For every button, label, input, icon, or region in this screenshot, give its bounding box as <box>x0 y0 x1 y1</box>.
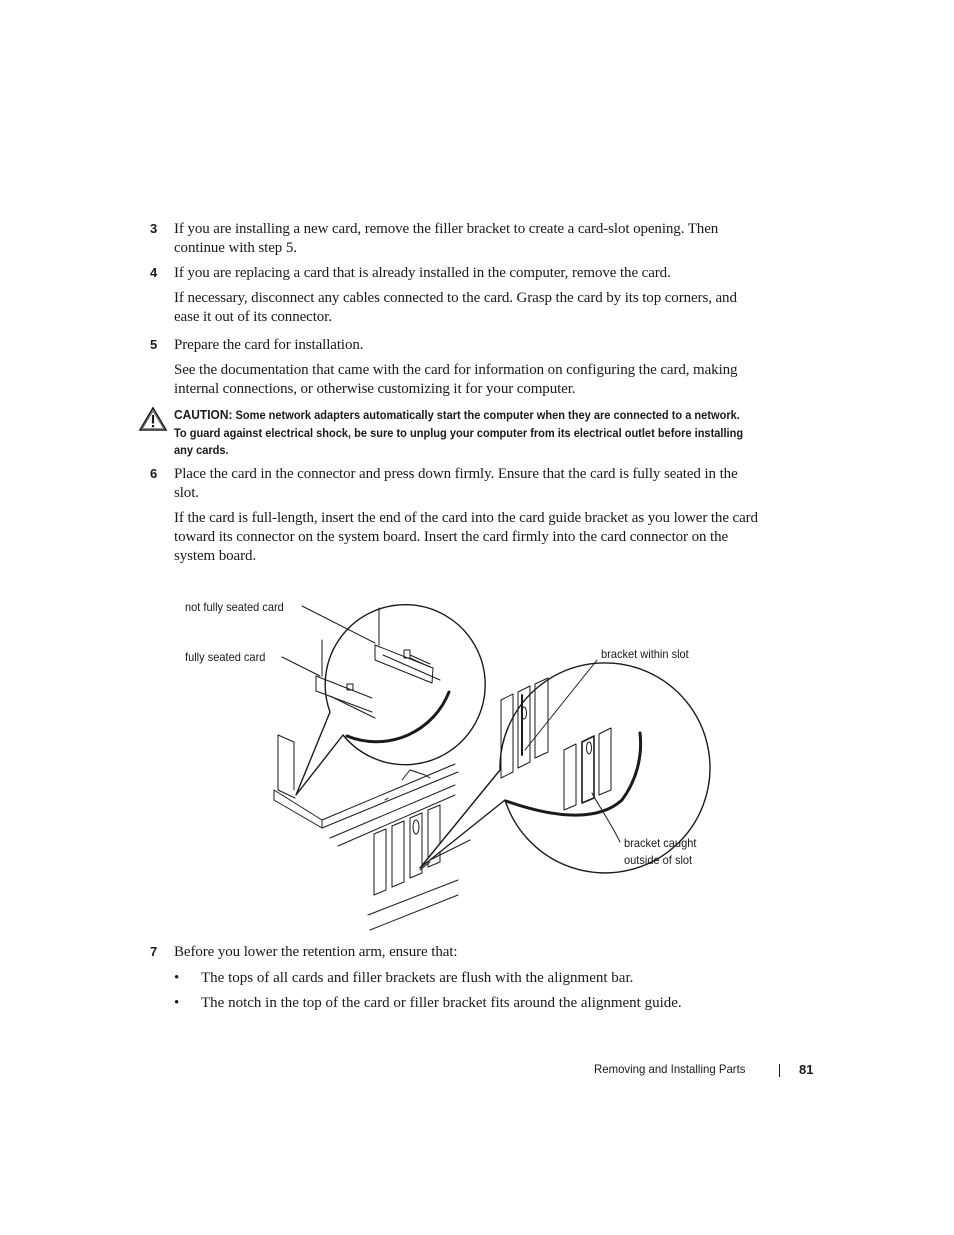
step-text: Place the card in the connector and press down firmly. Ensure that the card is fully seated in the slot. <box>174 466 738 501</box>
step-number: 7 <box>150 944 158 959</box>
list-item <box>174 994 764 1013</box>
magnifier-seated-cards <box>282 605 485 795</box>
step-text: If you are replacing a card that is already installed in the computer, remove the card. <box>174 265 671 281</box>
step-4-detail: If necessary, disconnect any cables connected to the card. Grasp the card by its top corners, and ease it out of its connector. <box>174 290 737 325</box>
list-item-text: The tops of all cards and filler brackets are flush with the alignment bar. <box>201 970 634 986</box>
list-item <box>174 969 764 988</box>
step-number: 6 <box>150 466 158 481</box>
page-number: 81 <box>799 1062 814 1077</box>
step-6-detail: If the card is full-length, insert the end of the card into the card guide bracket as you lower the card toward its connector on the system board. Insert the card firmly into the card connector on the system board. <box>174 510 758 564</box>
step-number: 4 <box>150 265 158 280</box>
page-footer <box>594 1062 814 1077</box>
callout-bracket-caught-line1: bracket caught <box>624 836 697 850</box>
step-text: If you are installing a new card, remove the filler bracket to create a card-slot opening. Then continue with step 5. <box>174 221 719 256</box>
footer-section-title: Removing and Installing Parts <box>594 1062 746 1076</box>
step-text: Before you lower the retention arm, ensure that: <box>174 944 458 960</box>
bullet-icon: • <box>174 995 180 1011</box>
step-7 <box>150 943 760 962</box>
step-number: 5 <box>150 337 158 352</box>
callout-not-fully-seated: not fully seated card <box>185 600 284 614</box>
callout-fully-seated: fully seated card <box>185 650 266 664</box>
bullet-icon: • <box>174 970 180 986</box>
footer-divider <box>779 1064 780 1077</box>
step-number: 3 <box>150 221 158 236</box>
chassis-illustration <box>274 735 470 930</box>
step-text: Prepare the card for installation. <box>174 337 364 353</box>
step-5-detail: See the documentation that came with the card for information on configuring the card, making internal connections, or otherwise customizing it for your computer. <box>174 362 738 397</box>
caution-body: Some network adapters automatically start the computer when they are connected to a network. To guard against electrical shock, be sure to unplug your computer from its electrical outlet before installing any cards. <box>174 408 744 457</box>
callout-bracket-caught-line2: outside of slot <box>624 853 693 867</box>
caution-label: CAUTION: <box>174 407 233 422</box>
callout-bracket-within-slot: bracket within slot <box>601 647 689 661</box>
list-item-text: The notch in the top of the card or filler bracket fits around the alignment guide. <box>201 995 682 1011</box>
